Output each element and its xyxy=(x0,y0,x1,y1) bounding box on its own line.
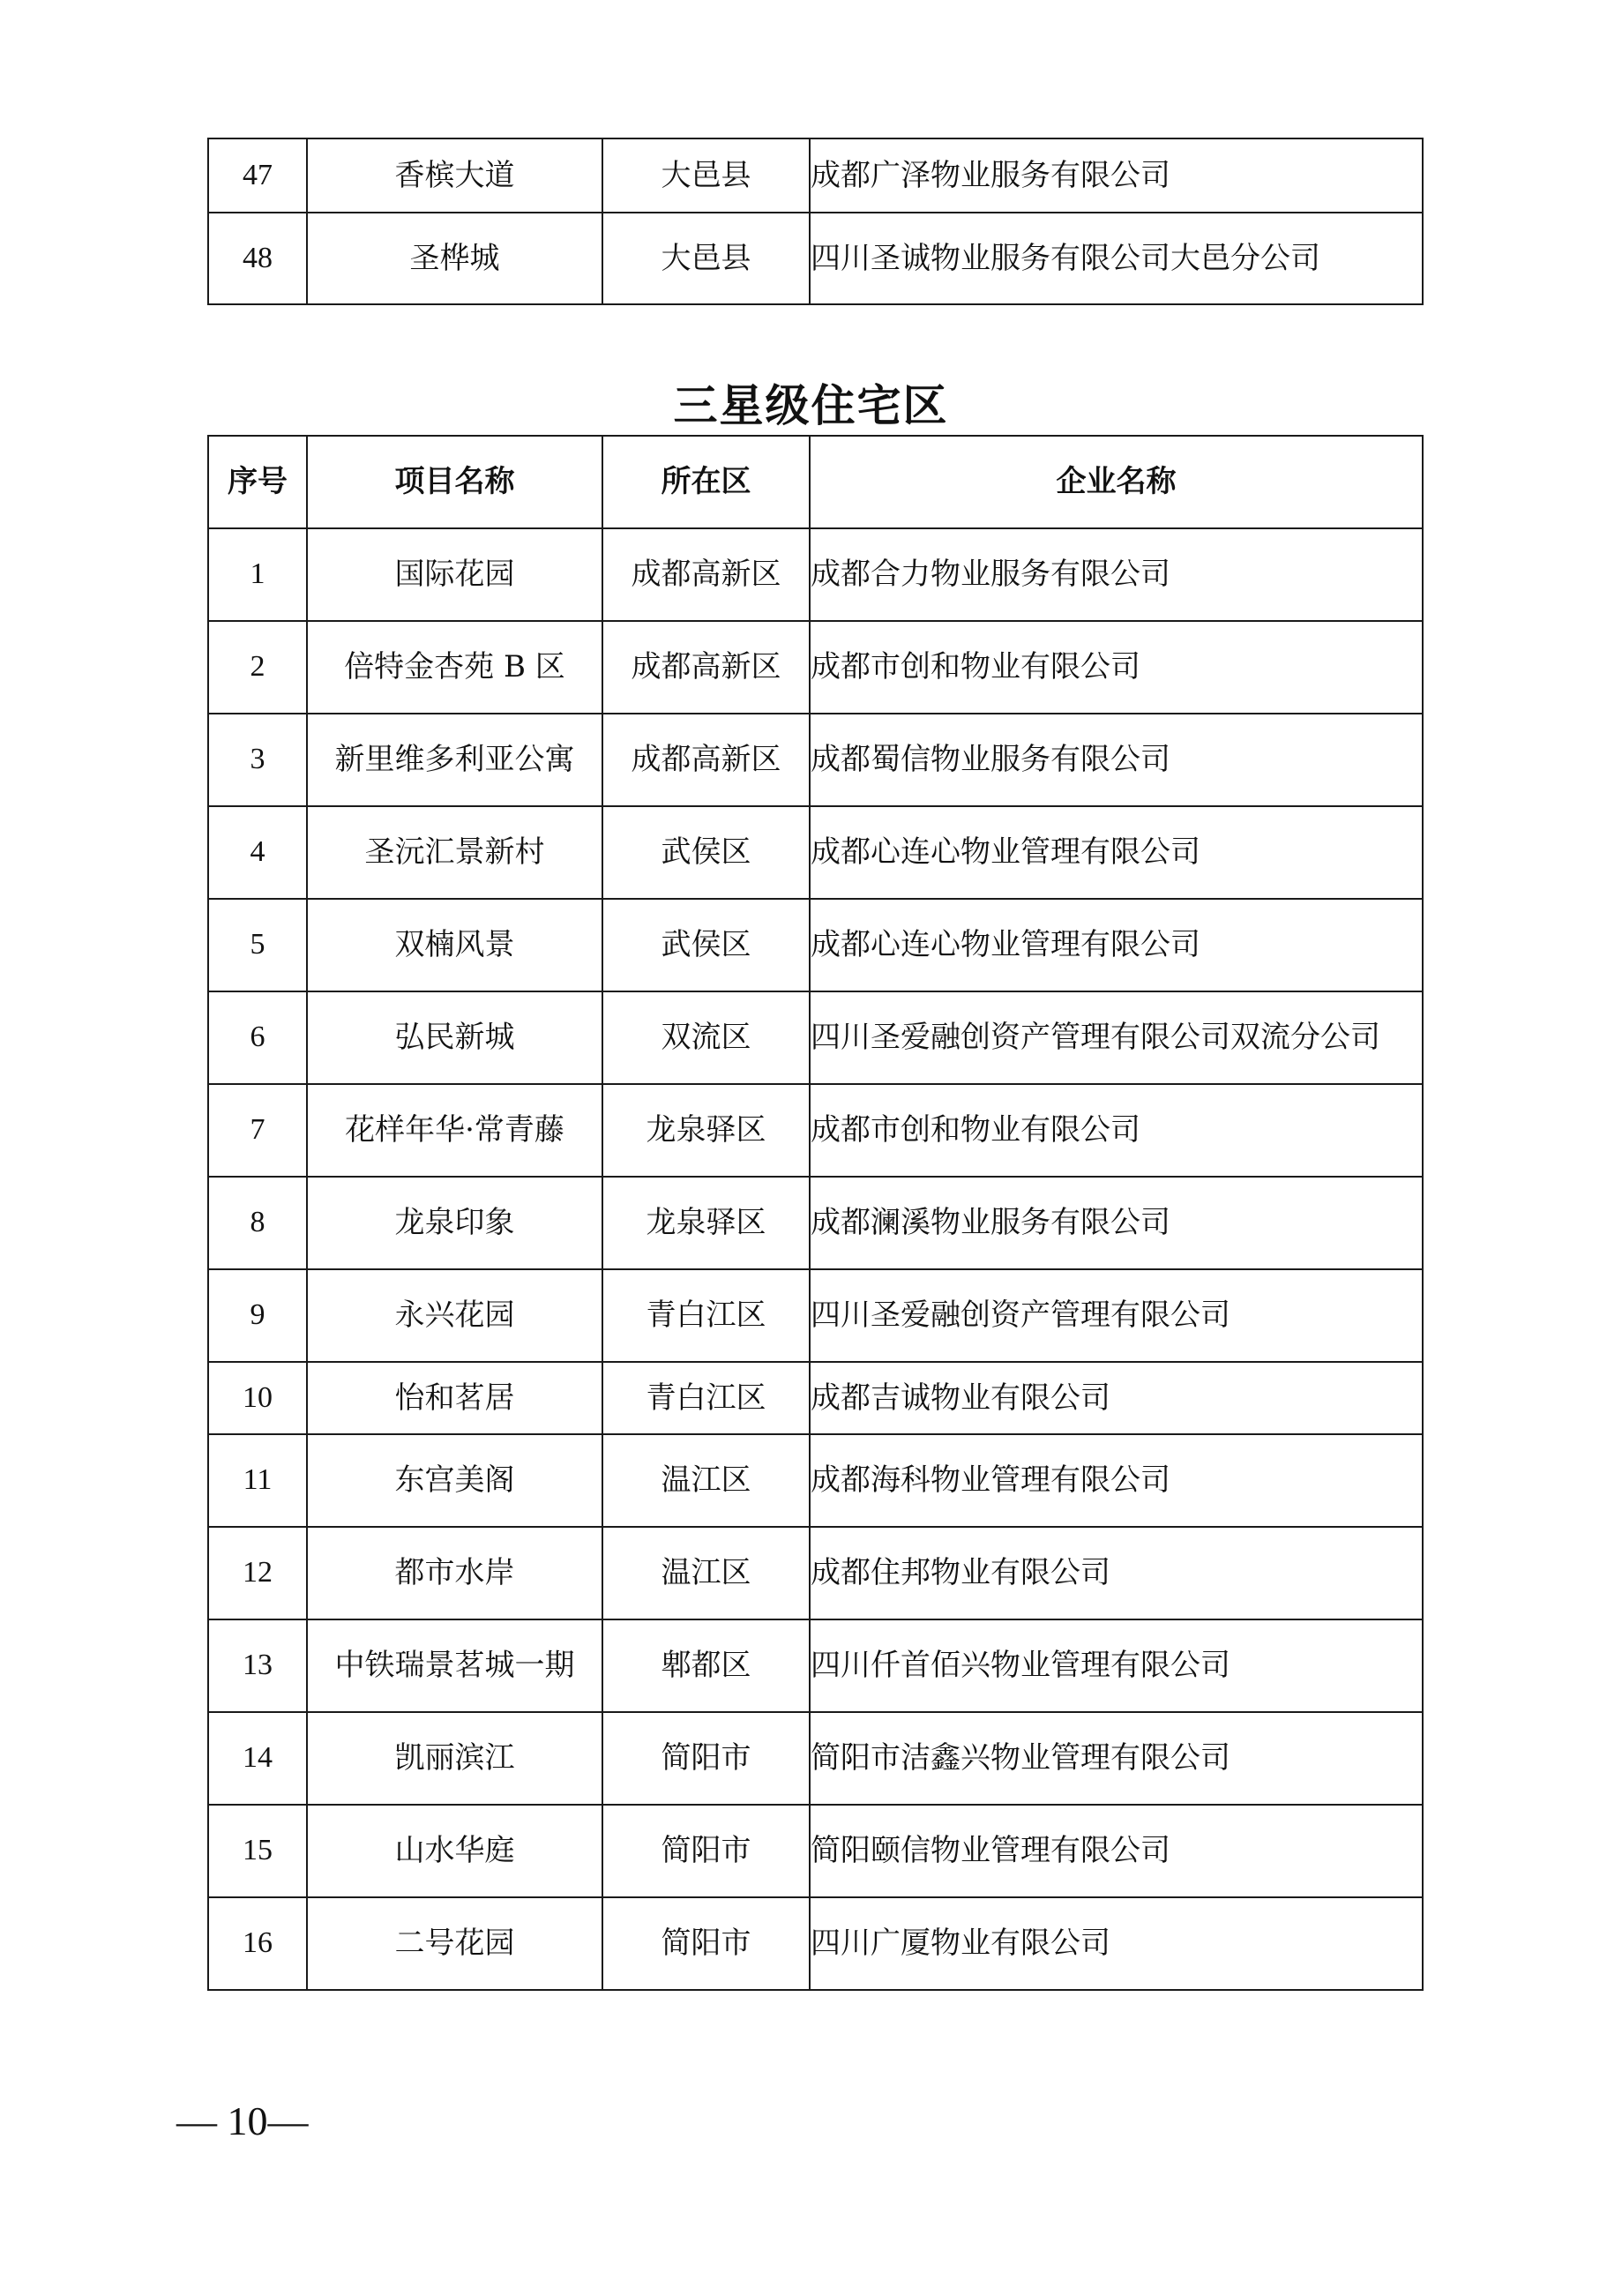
district: 大邑县 xyxy=(602,138,810,213)
row-number: 15 xyxy=(208,1805,307,1897)
district: 郫都区 xyxy=(602,1619,810,1712)
district: 武侯区 xyxy=(602,899,810,991)
project-name: 山水华庭 xyxy=(307,1805,602,1897)
project-name: 怡和茗居 xyxy=(307,1362,602,1434)
company-name: 四川圣爱融创资产管理有限公司 xyxy=(810,1269,1423,1362)
project-name: 东宫美阁 xyxy=(307,1434,602,1527)
district: 青白江区 xyxy=(602,1269,810,1362)
table-row xyxy=(208,621,1423,714)
row-number: 13 xyxy=(208,1619,307,1712)
table-row xyxy=(208,1712,1423,1805)
table-row xyxy=(208,806,1423,899)
district: 简阳市 xyxy=(602,1897,810,1990)
header-company: 企业名称 xyxy=(810,436,1423,528)
project-name: 中铁瑞景茗城一期 xyxy=(307,1619,602,1712)
table-row xyxy=(208,138,1423,213)
company-name: 成都海科物业管理有限公司 xyxy=(810,1434,1423,1527)
project-name: 国际花园 xyxy=(307,528,602,621)
company-name: 成都市创和物业有限公司 xyxy=(810,1084,1423,1177)
project-name: 都市水岸 xyxy=(307,1527,602,1619)
table-row xyxy=(208,714,1423,806)
company-name: 成都心连心物业管理有限公司 xyxy=(810,899,1423,991)
row-number: 6 xyxy=(208,991,307,1084)
table-row xyxy=(208,1177,1423,1269)
district: 大邑县 xyxy=(602,213,810,304)
company-name: 简阳市洁鑫兴物业管理有限公司 xyxy=(810,1712,1423,1805)
row-number: 11 xyxy=(208,1434,307,1527)
row-number: 47 xyxy=(208,138,307,213)
table-header-row xyxy=(208,436,1423,528)
company-name: 成都住邦物业有限公司 xyxy=(810,1527,1423,1619)
company-name: 简阳颐信物业管理有限公司 xyxy=(810,1805,1423,1897)
row-number: 8 xyxy=(208,1177,307,1269)
company-name: 成都合力物业服务有限公司 xyxy=(810,528,1423,621)
company-name: 成都广泽物业服务有限公司 xyxy=(810,138,1423,213)
district: 龙泉驿区 xyxy=(602,1084,810,1177)
district: 成都高新区 xyxy=(602,714,810,806)
three-star-table xyxy=(207,435,1424,1991)
project-name: 凯丽滨江 xyxy=(307,1712,602,1805)
company-name: 四川圣诚物业服务有限公司大邑分公司 xyxy=(810,213,1423,304)
page-number: — 10— xyxy=(176,2098,309,2143)
row-number: 5 xyxy=(208,899,307,991)
company-name: 成都心连心物业管理有限公司 xyxy=(810,806,1423,899)
continued-table xyxy=(207,138,1424,305)
table-row xyxy=(208,1434,1423,1527)
row-number: 1 xyxy=(208,528,307,621)
section-title: 三星级住宅区 xyxy=(673,380,949,431)
project-name: 双楠风景 xyxy=(307,899,602,991)
district: 武侯区 xyxy=(602,806,810,899)
company-name: 四川圣爱融创资产管理有限公司双流分公司 xyxy=(810,991,1423,1084)
row-number: 4 xyxy=(208,806,307,899)
project-name: 香槟大道 xyxy=(307,138,602,213)
table-row xyxy=(208,1619,1423,1712)
district: 青白江区 xyxy=(602,1362,810,1434)
project-name: 圣桦城 xyxy=(307,213,602,304)
table-row xyxy=(208,528,1423,621)
row-number: 12 xyxy=(208,1527,307,1619)
company-name: 四川广厦物业有限公司 xyxy=(810,1897,1423,1990)
company-name: 成都市创和物业有限公司 xyxy=(810,621,1423,714)
table-row xyxy=(208,991,1423,1084)
row-number: 16 xyxy=(208,1897,307,1990)
table-row xyxy=(208,1897,1423,1990)
district: 成都高新区 xyxy=(602,621,810,714)
table-row xyxy=(208,213,1423,304)
company-name: 成都吉诚物业有限公司 xyxy=(810,1362,1423,1434)
row-number: 7 xyxy=(208,1084,307,1177)
header-number: 序号 xyxy=(208,436,307,528)
header-district: 所在区 xyxy=(602,436,810,528)
table-row xyxy=(208,1269,1423,1362)
district: 简阳市 xyxy=(602,1712,810,1805)
company-name: 成都澜溪物业服务有限公司 xyxy=(810,1177,1423,1269)
project-name: 二号花园 xyxy=(307,1897,602,1990)
project-name: 龙泉印象 xyxy=(307,1177,602,1269)
table-row xyxy=(208,1805,1423,1897)
project-name: 永兴花园 xyxy=(307,1269,602,1362)
district: 简阳市 xyxy=(602,1805,810,1897)
project-name: 花样年华·常青藤 xyxy=(307,1084,602,1177)
table-row xyxy=(208,1084,1423,1177)
company-name: 四川仟首佰兴物业管理有限公司 xyxy=(810,1619,1423,1712)
row-number: 10 xyxy=(208,1362,307,1434)
row-number: 14 xyxy=(208,1712,307,1805)
project-name: 圣沅汇景新村 xyxy=(307,806,602,899)
row-number: 48 xyxy=(208,213,307,304)
row-number: 2 xyxy=(208,621,307,714)
project-name: 弘民新城 xyxy=(307,991,602,1084)
district: 双流区 xyxy=(602,991,810,1084)
table-row xyxy=(208,1362,1423,1434)
district: 温江区 xyxy=(602,1527,810,1619)
table-row xyxy=(208,1527,1423,1619)
project-name: 倍特金杏苑 B 区 xyxy=(307,621,602,714)
row-number: 3 xyxy=(208,714,307,806)
company-name: 成都蜀信物业服务有限公司 xyxy=(810,714,1423,806)
project-name: 新里维多利亚公寓 xyxy=(307,714,602,806)
district: 成都高新区 xyxy=(602,528,810,621)
district: 温江区 xyxy=(602,1434,810,1527)
table-row xyxy=(208,899,1423,991)
row-number: 9 xyxy=(208,1269,307,1362)
header-project: 项目名称 xyxy=(307,436,602,528)
district: 龙泉驿区 xyxy=(602,1177,810,1269)
